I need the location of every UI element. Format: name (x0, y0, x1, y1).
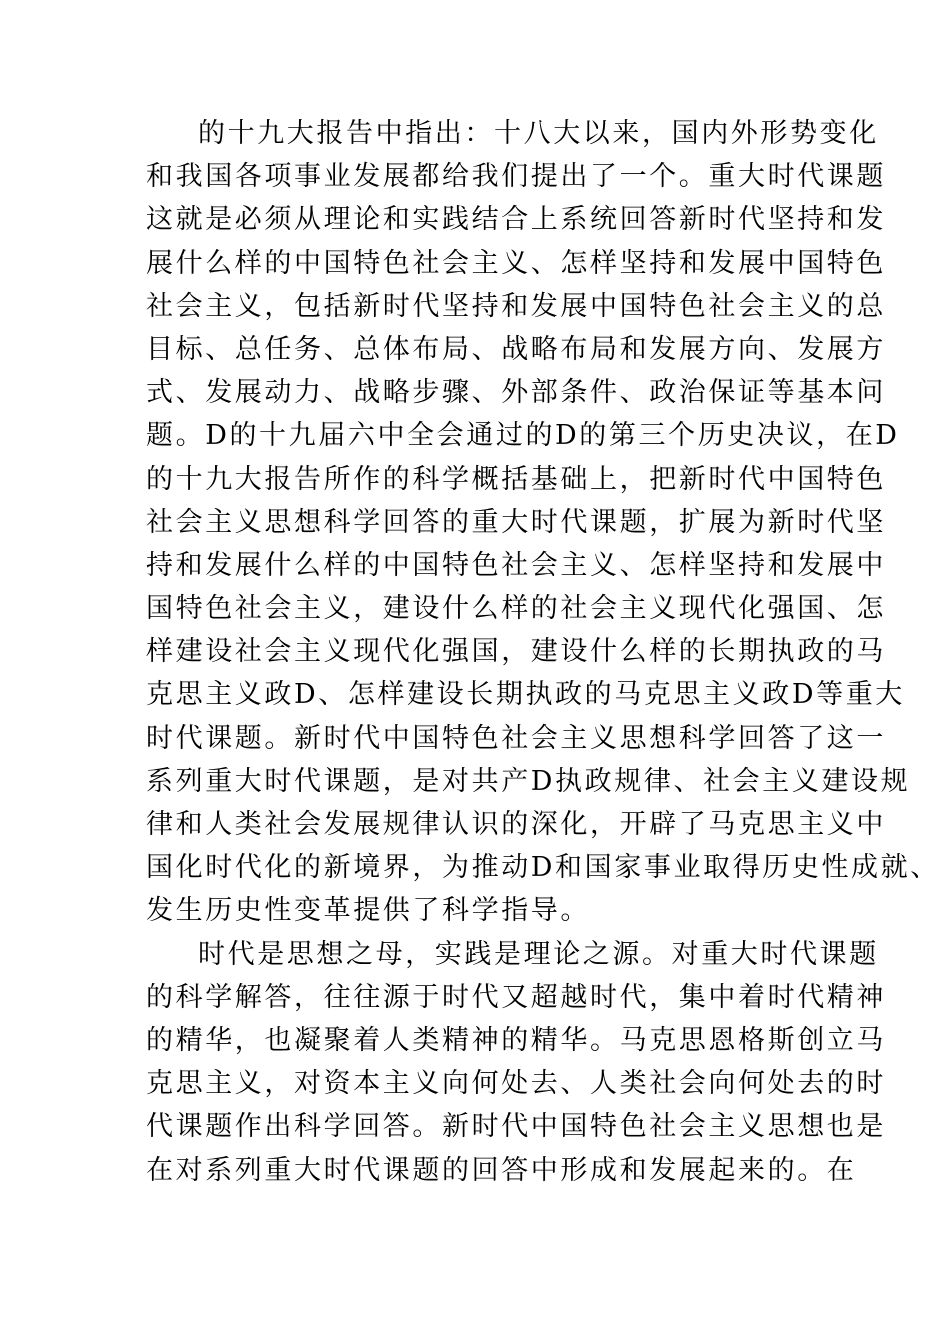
text-line: 的十九大报告中指出：十八大以来，国内外形势变化 (198, 118, 879, 149)
text-line: 国化时代化的新境界，为推动D和国家事业取得历史性成就、 (146, 852, 940, 884)
paragraph-1 (146, 112, 940, 933)
text-line: 系列重大时代课题，是对共产D执政规律、社会主义建设规 (146, 765, 911, 797)
document-body (146, 112, 940, 1192)
text-line: 国特色社会主义，建设什么样的社会主义现代化强国、怎 (146, 593, 886, 625)
text-line: 律和人类社会发展规律认识的深化，开辟了马克思主义中 (146, 809, 886, 840)
text-line: 社会主义，包括新时代坚持和发展中国特色社会主义的总 (146, 290, 886, 322)
text-line: 展什么样的中国特色社会主义、怎样坚持和发展中国特色 (146, 247, 886, 279)
text-line: 社会主义思想科学回答的重大时代课题，扩展为新时代坚 (146, 506, 886, 538)
paragraph-2 (146, 933, 886, 1192)
text-line: 持和发展什么样的中国特色社会主义、怎样坚持和发展中 (146, 549, 886, 581)
text-line: 的十九大报告所作的科学概括基础上，把新时代中国特色 (146, 463, 886, 495)
text-line: 样建设社会主义现代化强国，建设什么样的长期执政的马 (146, 636, 886, 668)
text-line: 题。D的十九届六中全会通过的D的第三个历史决议，在D (146, 420, 900, 452)
text-line: 克思主义，对资本主义向何处去、人类社会向何处去的时 (146, 1068, 886, 1100)
text-line: 的科学解答，往往源于时代又超越时代，集中着时代精神 (146, 981, 886, 1013)
text-line: 式、发展动力、战略步骤、外部条件、政治保证等基本问 (146, 377, 886, 409)
text-line: 的精华，也凝聚着人类精神的精华。马克思恩格斯创立马 (146, 1024, 886, 1056)
text-line: 发生历史性变革提供了科学指导。 (146, 895, 590, 927)
text-line: 克思主义政D、怎样建设长期执政的马克思主义政D等重大 (146, 679, 905, 711)
text-line: 和我国各项事业发展都给我们提出了一个。重大时代课题 (146, 161, 886, 193)
text-line: 代课题作出科学回答。新时代中国特色社会主义思想也是 (146, 1111, 886, 1143)
text-line: 时代课题。新时代中国特色社会主义思想科学回答了这一 (146, 722, 886, 754)
text-line: 在对系列重大时代课题的回答中形成和发展起来的。在 (146, 1154, 857, 1186)
text-line: 时代是思想之母，实践是理论之源。对重大时代课题 (198, 938, 879, 970)
text-line: 目标、总任务、总体布局、战略布局和发展方向、发展方 (146, 333, 886, 365)
text-line: 这就是必须从理论和实践结合上系统回答新时代坚持和发 (146, 204, 886, 236)
